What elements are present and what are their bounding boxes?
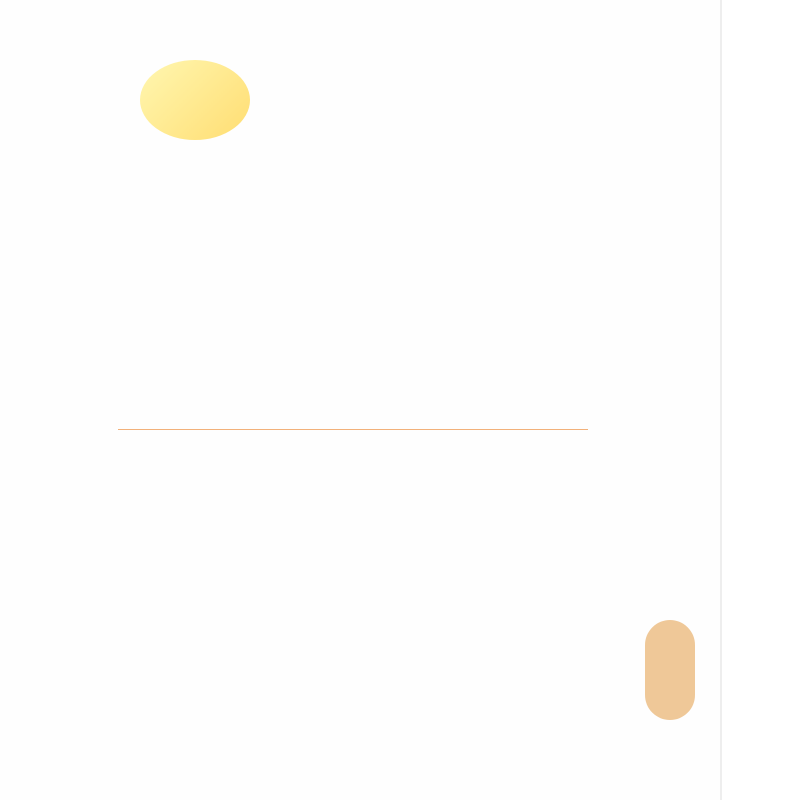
divider [118,429,588,430]
bee-illustration [645,620,695,720]
decorative-illustration [140,60,250,140]
